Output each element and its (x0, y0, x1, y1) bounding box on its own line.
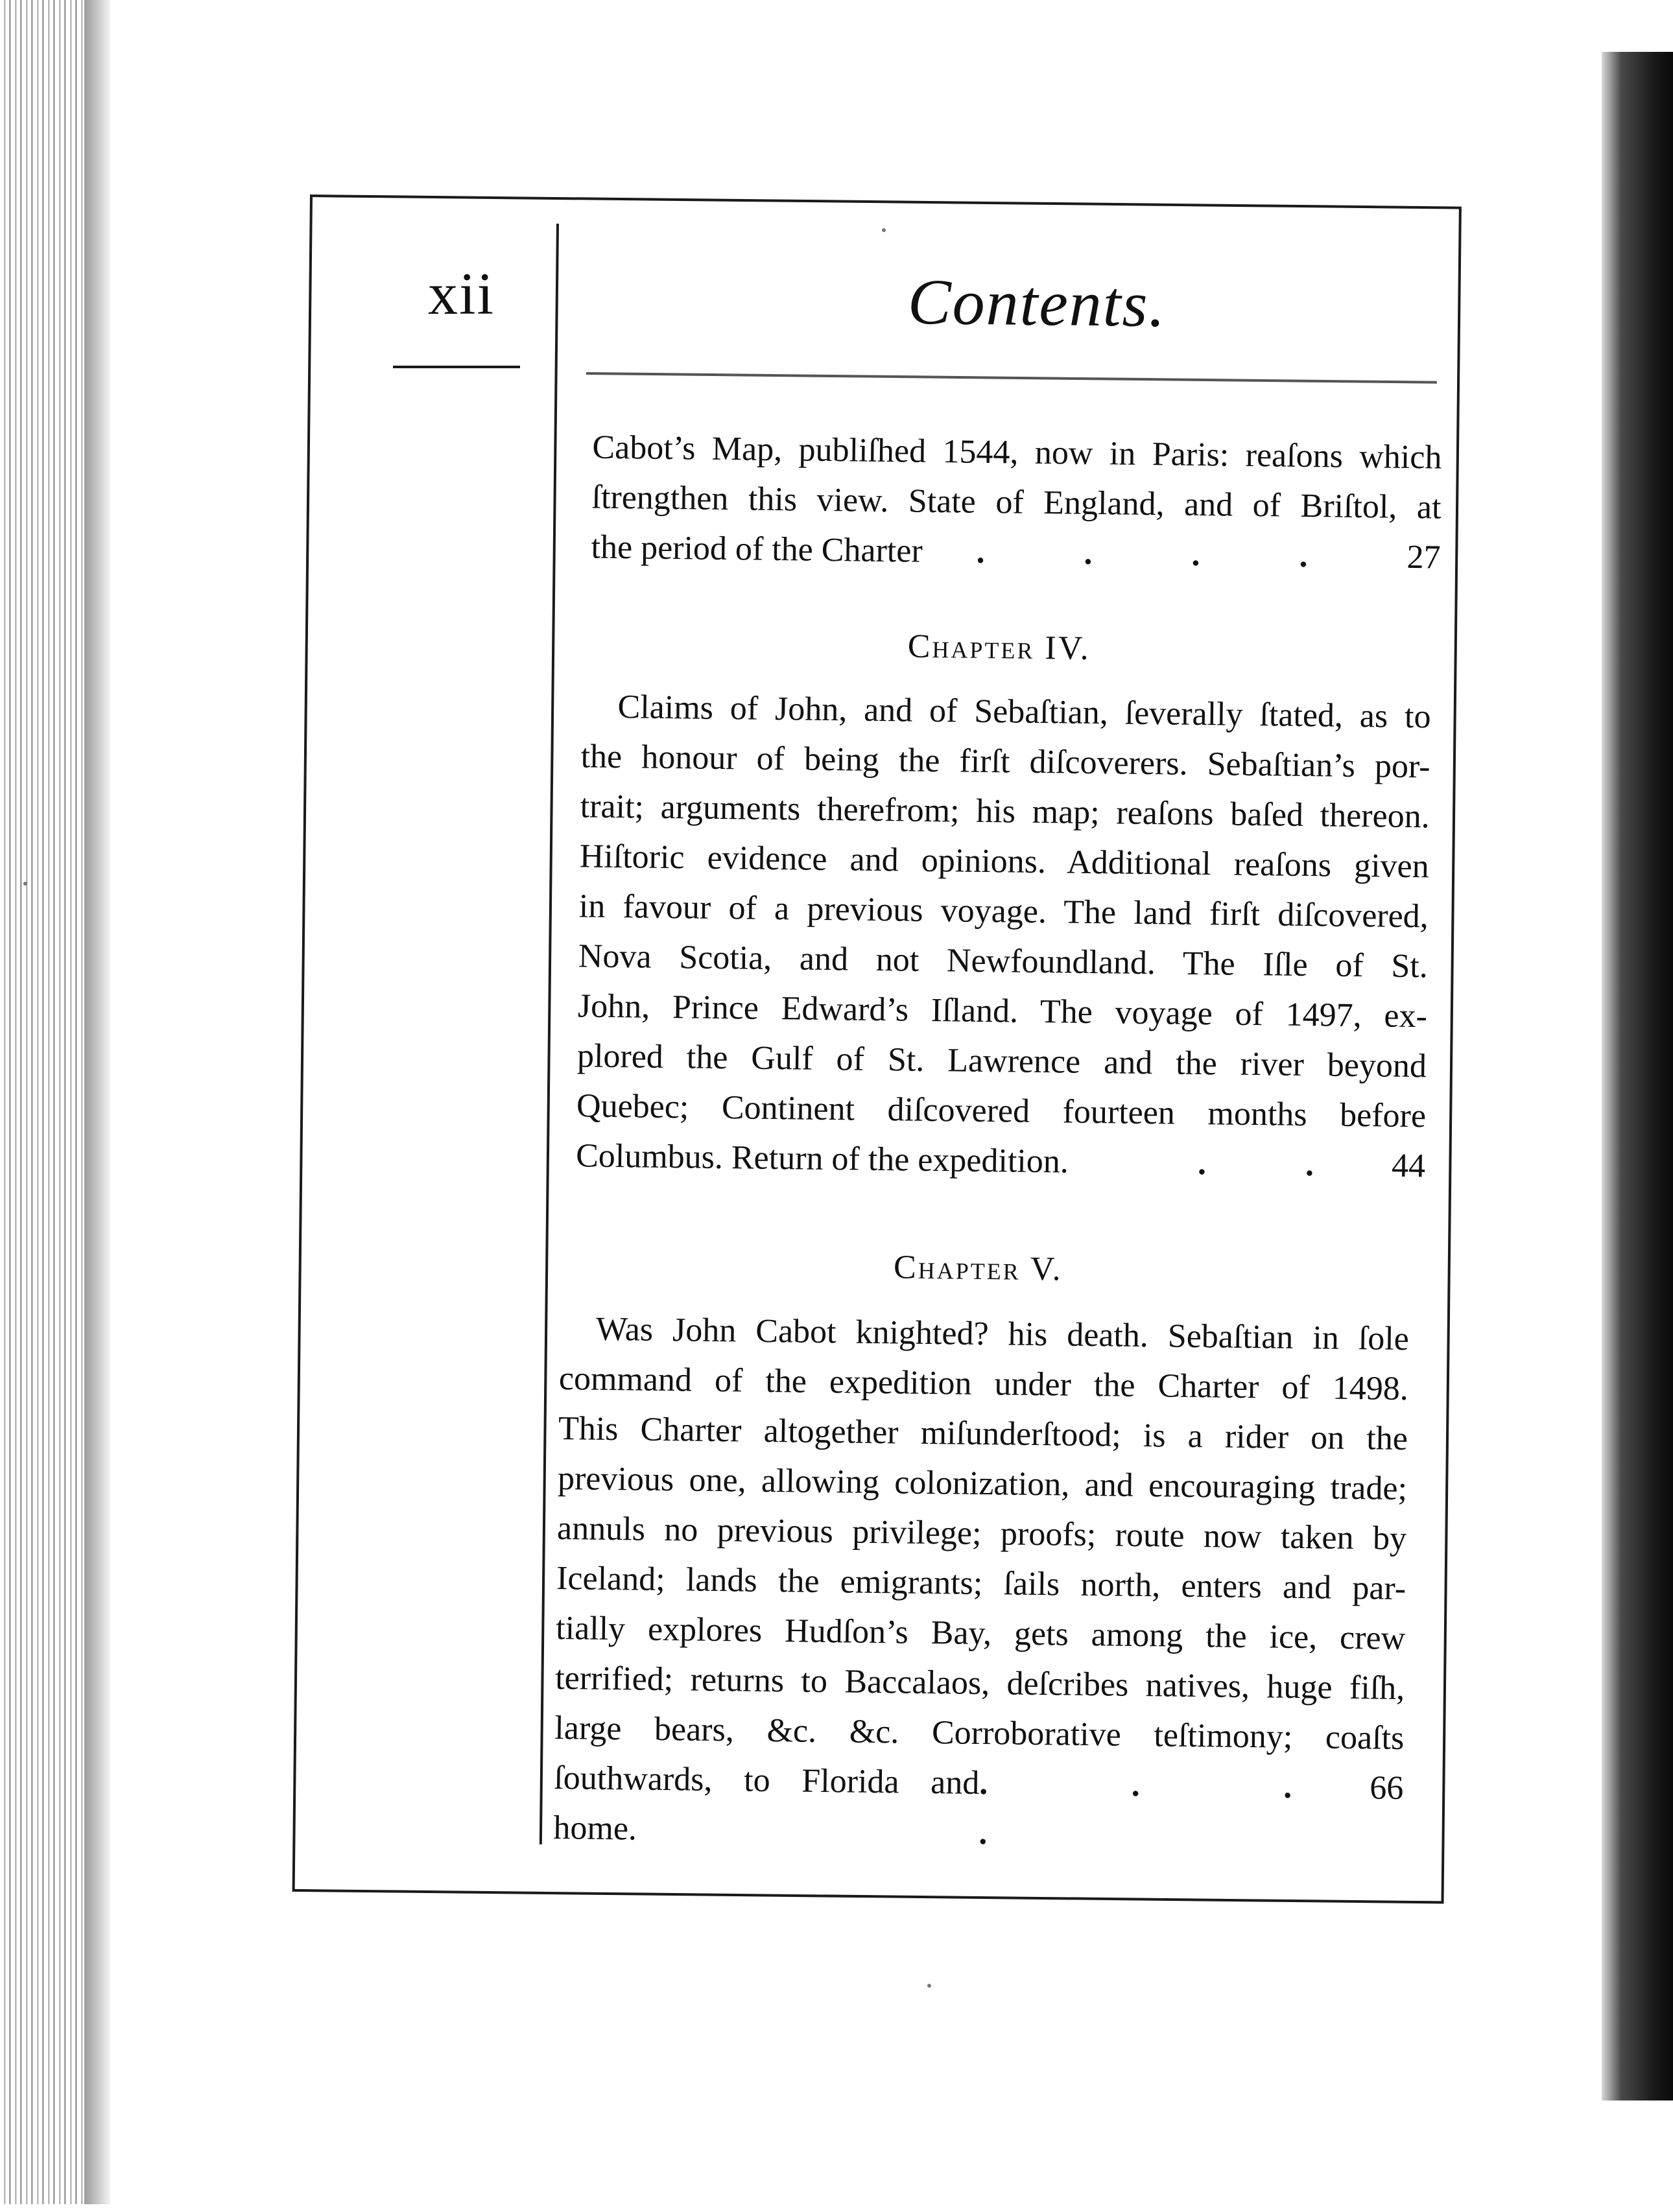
entry-line: previous one, allowing colonization, and encouraging trade; (557, 1459, 1408, 1507)
chapter-numeral: V. (1030, 1250, 1063, 1288)
chapter-label: Chapter (893, 1249, 1021, 1288)
dot-leader: . . . . (976, 533, 1353, 575)
dot-leader: . . (1197, 1145, 1360, 1184)
chapter-label: Chapter (907, 628, 1035, 666)
entry-last-line (576, 1131, 1426, 1191)
page-reference: 44 (1391, 1147, 1426, 1185)
page-reference: 27 (1406, 538, 1441, 576)
entry-line: Claims of John, and of Sebaſtian, ſeverally ſtated, as to (617, 688, 1431, 736)
ink-speck (927, 1984, 931, 1988)
toc-entry-chapter-v (553, 1304, 1409, 1863)
ink-speck (882, 228, 886, 232)
entry-line: plored the Gulf of St. Lawrence and the river beyond (576, 1037, 1427, 1085)
entry-line: large bears, &c. &c. Corroborative teſtimony; coaſts (554, 1709, 1405, 1757)
entry-line: Cabot’s Map, publiſhed 1544, now in Paris: reaſons which (592, 429, 1442, 477)
entry-line: ſouthwards, to Florida and home. (553, 1759, 980, 1848)
toc-entry-chapter-iv (576, 681, 1431, 1191)
entry-line: Was John Cabot knighted? his death. Sebaſtian in ſole (595, 1310, 1410, 1358)
entry-line: Iceland; lands the emigrants; ſails north, enters and par- (556, 1559, 1406, 1607)
toc-entry-chapter-iii-continued (591, 423, 1442, 583)
entry-line: annuls no previous privilege; proofs; route now taken by (556, 1509, 1407, 1557)
chapter-iv-heading (907, 627, 1091, 667)
dot-leader: . . . . (979, 1764, 1338, 1852)
entry-line: the period of the Charter (591, 528, 923, 570)
entry-line: Hiſtoric evidence and opinions. Additional reaſons given (579, 838, 1430, 886)
page-reference: 66 (1369, 1769, 1404, 1807)
chapter-numeral: IV. (1045, 629, 1091, 667)
running-head: Contents. (907, 265, 1167, 341)
entry-line: in favour of a previous voyage. The land firſt diſcovered, (578, 888, 1429, 935)
entry-line: tially explores Hudſon’s Bay, gets among the ice, crew (555, 1609, 1406, 1657)
entry-line: Quebec; Continent diſcovered fourteen months before (576, 1087, 1427, 1135)
entry-line: Nova Scotia, and not Newfoundland. The Iſle of St. (578, 937, 1429, 985)
entry-line: command of the expedition under the Charter of 1498. (558, 1360, 1409, 1408)
entry-line: John, Prince Edward’s Iſland. The voyage of 1497, ex- (577, 987, 1428, 1035)
entry-line: This Charter altogether miſunderſtood; is a rider on the (558, 1410, 1408, 1458)
chapter-v-heading (894, 1248, 1063, 1288)
entry-line: trait; arguments therefrom; his map; reaſons baſed thereon. (580, 788, 1430, 836)
entry-line: Columbus. Return of the expedition. (575, 1137, 1069, 1181)
entry-line: ſtrengthen this view. State of England, and of Briſtol, at (591, 478, 1442, 526)
page-number: xii (428, 261, 495, 327)
entry-line: terrified; returns to Baccalaos, deſcribes natives, huge fiſh, (554, 1659, 1405, 1707)
entry-line: the honour of being the firſt diſcoverers. Sebaſtian’s por- (580, 738, 1430, 786)
entry-last-line (591, 523, 1441, 583)
entry-last-line (553, 1753, 1404, 1863)
ink-speck (23, 882, 27, 886)
